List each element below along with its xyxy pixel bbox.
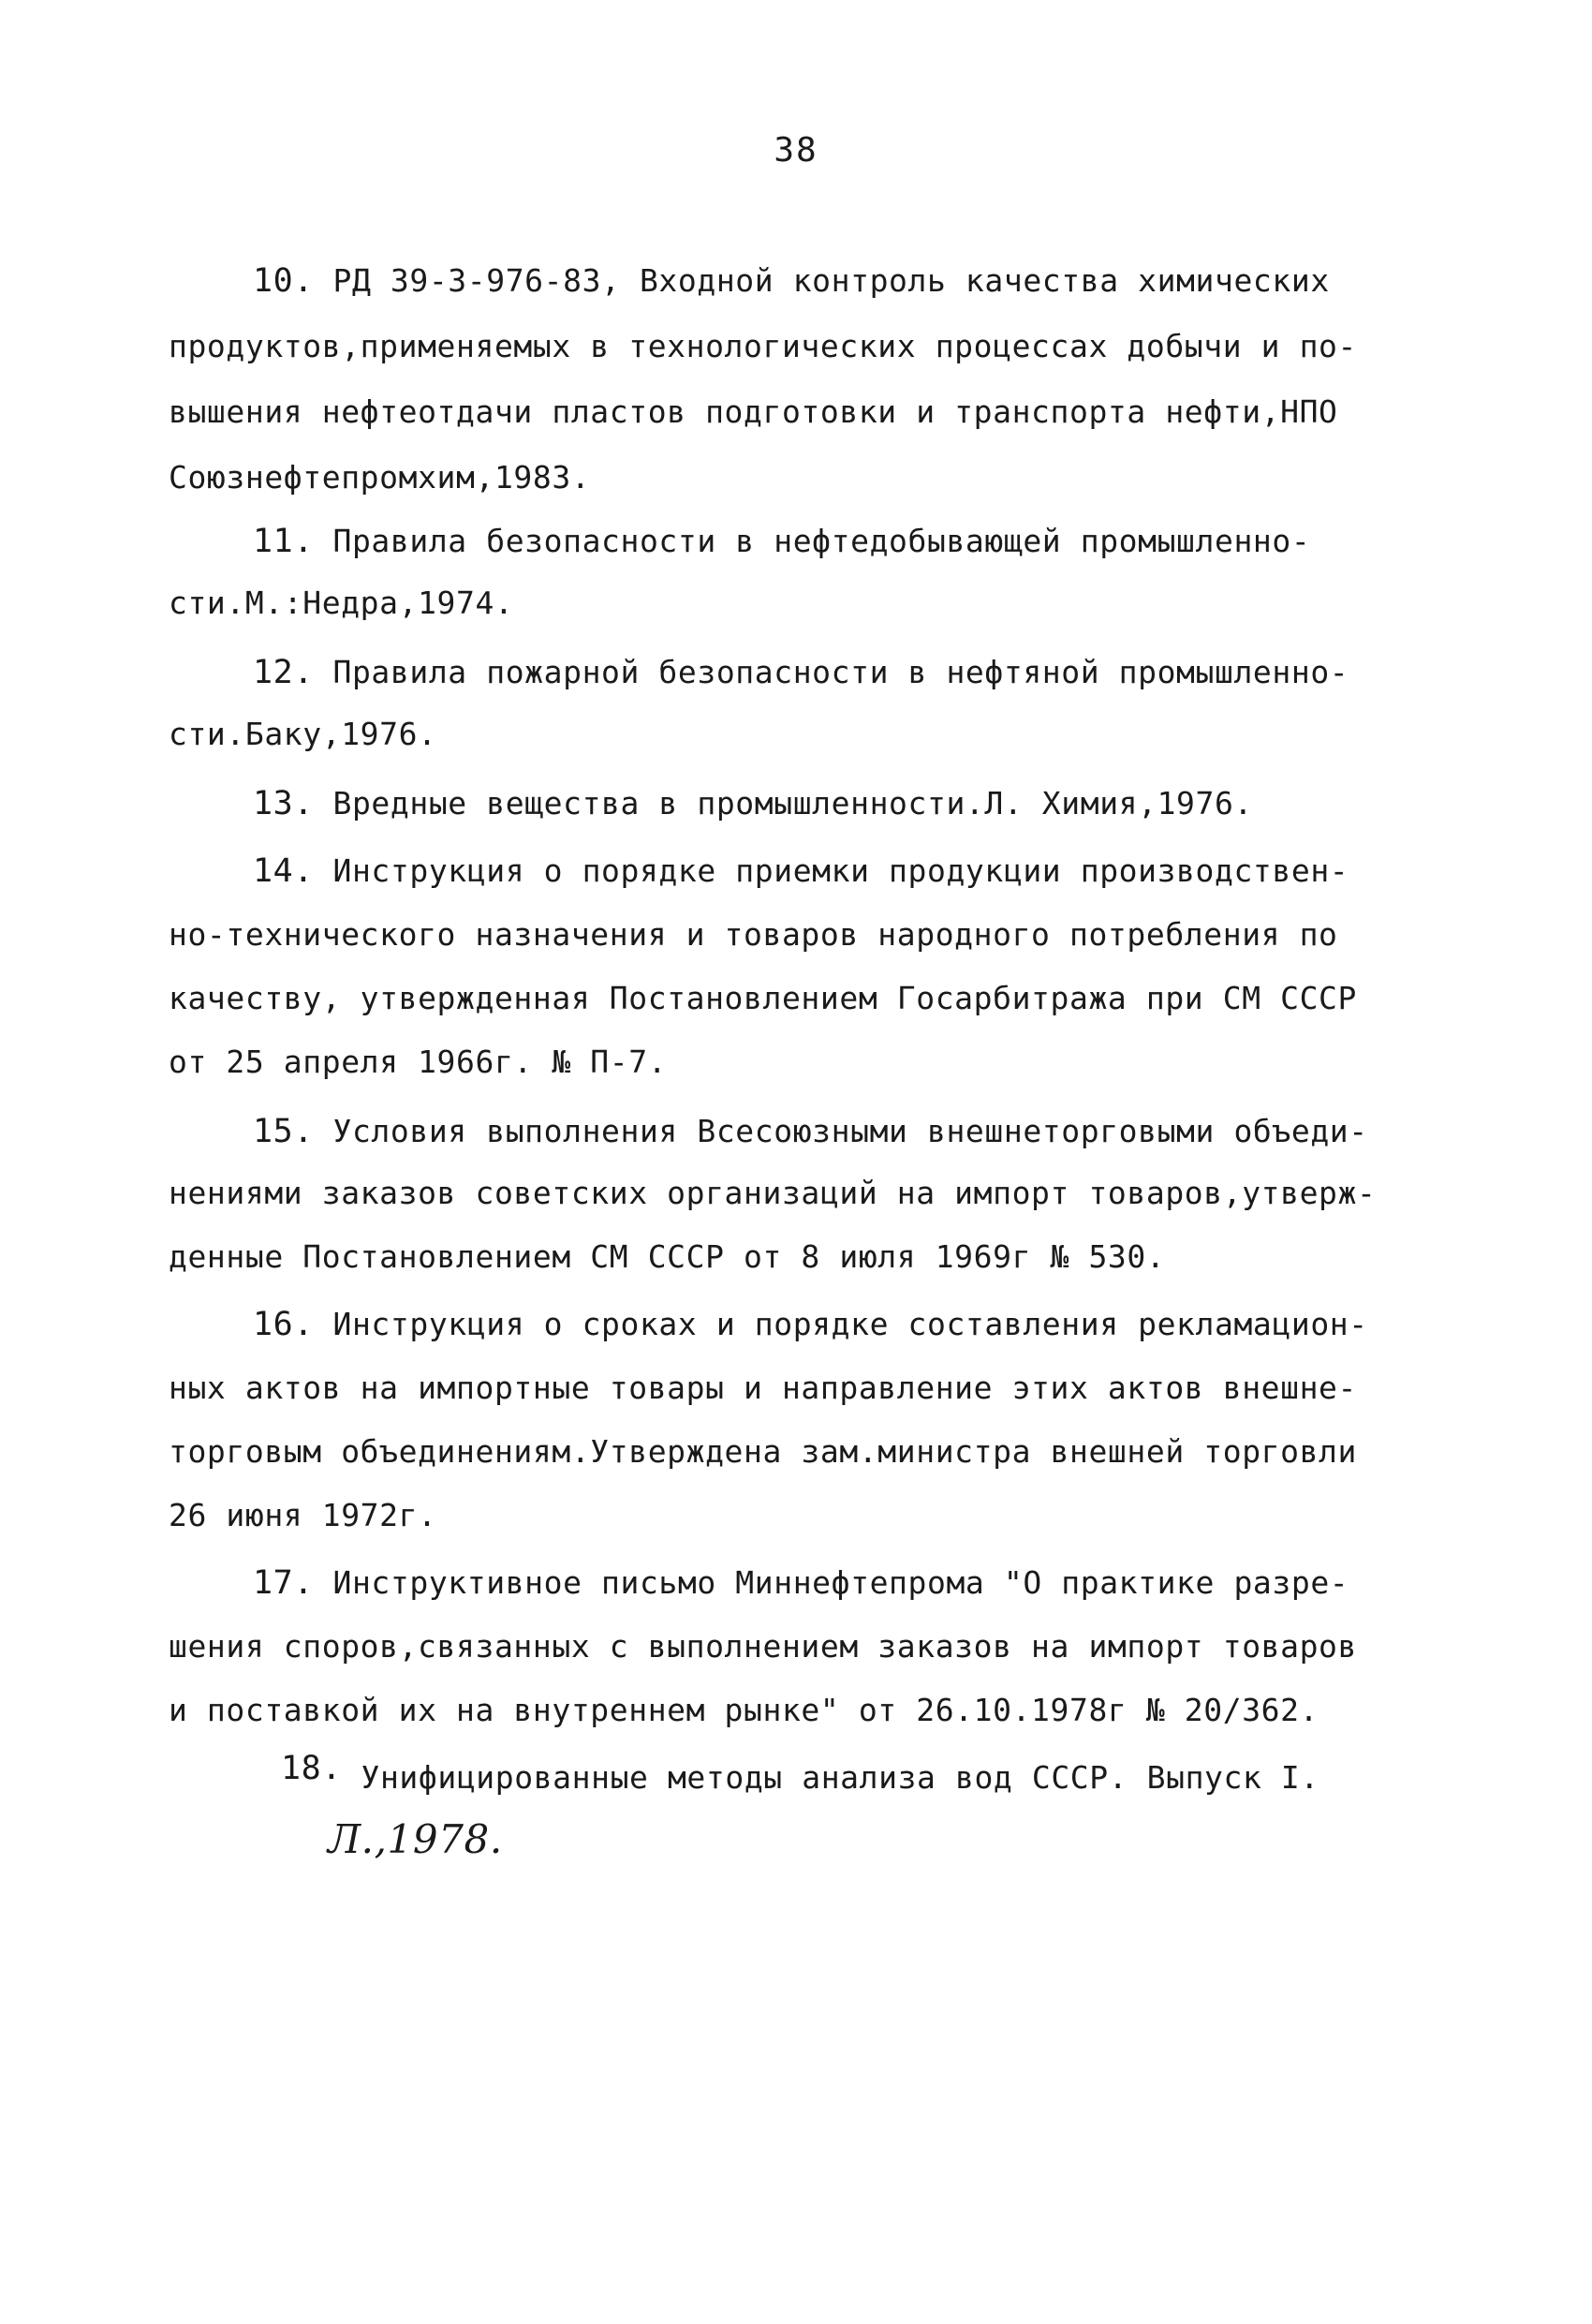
reference-text-line: вышения нефтеотдачи пластов подготовки и транспорта нефти,НПО [169, 393, 1338, 430]
reference-text-line: Вредные вещества в промышленности.Л. Химия,1976. [332, 785, 1253, 822]
reference-number: 15. [253, 1113, 315, 1150]
page-number: 38 [774, 131, 818, 170]
reference-text-line: денные Постановлением СМ СССР от 8 июля 1969г № 530. [169, 1238, 1166, 1275]
handwritten-city-year: Л.,1978. [328, 1816, 503, 1862]
reference-17 [253, 1564, 1349, 1602]
reference-text-line: качеству, утвержденная Постановлением Госарбитража при СМ СССР [169, 980, 1357, 1016]
reference-text-line: Инструкция о сроках и порядке составления рекламацион- [332, 1306, 1368, 1342]
reference-13 [253, 785, 1253, 822]
reference-text-line: Союзнефтепромхим,1983. [169, 459, 591, 496]
reference-text-line: сти.Баку,1976. [169, 716, 437, 752]
reference-number: 16. [253, 1306, 315, 1343]
reference-11 [253, 523, 1310, 560]
reference-number: 11. [253, 523, 315, 560]
reference-text-line: Инструктивное письмо Миннефтепрома "О практике разре- [332, 1564, 1349, 1601]
reference-10 [253, 262, 1330, 300]
reference-number: 17. [253, 1564, 315, 1602]
reference-text-line: Правила безопасности в нефтедобывающей промышленно- [332, 523, 1311, 559]
reference-14 [253, 852, 1349, 890]
reference-text-line: Правила пожарной безопасности в нефтяной промышленно- [332, 654, 1349, 690]
reference-text-line: но-технического назначения и товаров народного потребления по [169, 916, 1338, 953]
reference-number: 18. [281, 1750, 343, 1787]
reference-text-line: Унифицированные методы анализа вод СССР. Выпуск I. [361, 1759, 1319, 1796]
reference-number: 14. [253, 852, 315, 890]
reference-text-line: шения споров,связанных с выполнением заказов на импорт товаров [169, 1628, 1357, 1665]
reference-text-line: Условия выполнения Всесоюзными внешнеторговыми объеди- [332, 1113, 1368, 1149]
reference-18 [281, 1750, 1319, 1797]
reference-number: 10. [253, 262, 315, 300]
reference-text-line: торговым объединениям.Утверждена зам.министра внешней торговли [169, 1433, 1357, 1470]
reference-text-line: нениями заказов советских организаций на импорт товаров,утверж- [169, 1175, 1377, 1211]
reference-text-line: продуктов,применяемых в технологических процессах добычи и по- [169, 328, 1357, 364]
reference-text-line [328, 1816, 503, 1862]
reference-text-line: 26 июня 1972г. [169, 1497, 437, 1533]
reference-text-line: ных актов на импортные товары и направление этих актов внешне- [169, 1369, 1357, 1406]
reference-text-line: и поставкой их на внутреннем рынке" от 26.10.1978г № 20/362. [169, 1692, 1319, 1728]
reference-number: 12. [253, 654, 315, 691]
reference-16 [253, 1306, 1368, 1343]
reference-text-line: сти.М.:Недра,1974. [169, 585, 514, 621]
reference-text-line: Инструкция о порядке приемки продукции производствен- [332, 852, 1349, 889]
reference-number: 13. [253, 785, 315, 822]
reference-text-line: РД 39-3-976-83, Входной контроль качества химических [332, 262, 1330, 299]
reference-12 [253, 654, 1349, 691]
reference-text-line: от 25 апреля 1966г. № П-7. [169, 1044, 668, 1080]
reference-15 [253, 1113, 1368, 1150]
